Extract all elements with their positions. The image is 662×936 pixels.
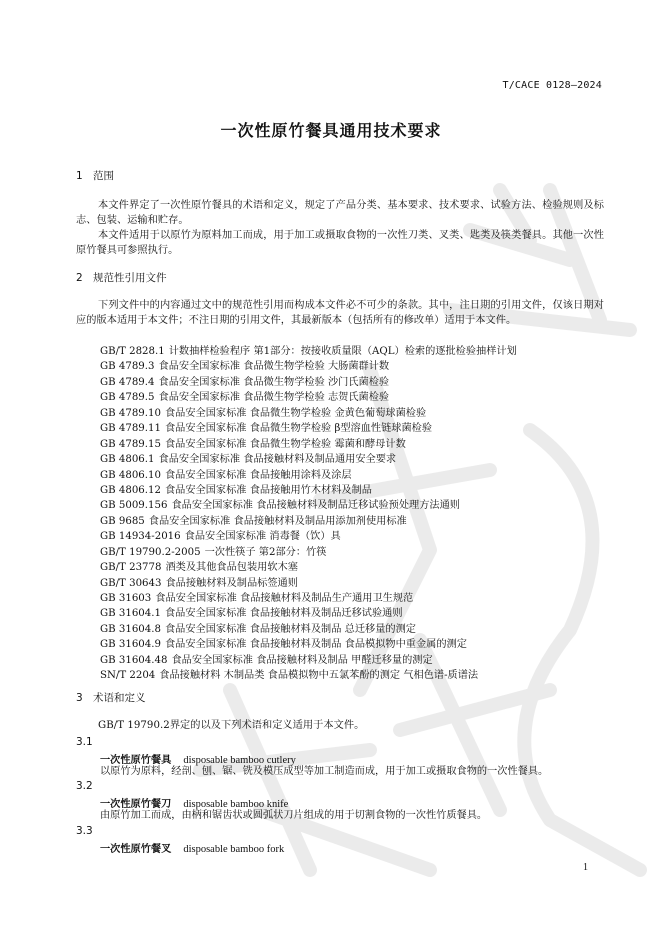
reference-code: GB/T 23778 — [100, 562, 162, 574]
reference-item — [100, 390, 517, 405]
reference-title: 食品接触材料 木制品类 食品模拟物中五氯苯酚的测定 气相色谱-质谱法 — [159, 670, 479, 682]
section-number: 2 — [76, 272, 83, 284]
reference-title: 食品安全国家标准 食品微生物学检验 金黄色葡萄球菌检验 — [165, 407, 427, 419]
reference-code: GB/T 19790.2-2005 — [100, 546, 201, 558]
reference-code: GB 31604.8 — [100, 623, 161, 635]
reference-title: 食品安全国家标准 食品接触材料及制品迁移试验预处理方法通则 — [171, 500, 460, 512]
section-heading-scope — [76, 168, 114, 183]
reference-code: GB 4806.10 — [100, 469, 161, 481]
reference-code: GB 14934-2016 — [100, 531, 181, 543]
reference-code: GB 4789.10 — [100, 407, 161, 419]
reference-title: 食品安全国家标准 消毒餐（饮）具 — [184, 531, 341, 543]
reference-title: 食品安全国家标准 食品接触用竹木材料及制品 — [165, 484, 372, 496]
term-name-en: disposable bamboo cutlery — [183, 755, 296, 766]
reference-item — [100, 560, 517, 575]
reference-item — [100, 498, 517, 513]
reference-item — [100, 375, 517, 390]
reference-title: 酒类及其他食品包装用软木塞 — [165, 562, 298, 574]
reference-code: GB 4789.5 — [100, 392, 155, 404]
reference-item — [100, 622, 517, 637]
term-definition: 以原竹为原料，经剖、刨、锯、铣及模压成型等加工制造而成，用于加工或摄取食物的一次性餐具。 — [100, 766, 549, 777]
reference-code: GB 31603 — [100, 593, 152, 604]
reference-title: 食品接触材料及制品标签通则 — [165, 577, 298, 589]
reference-title: 食品安全国家标准 食品微生物学检验 大肠菌群计数 — [158, 361, 390, 373]
reference-title: 食品安全国家标准 食品接触材料及制品通用安全要求 — [158, 454, 397, 466]
term-number: 3.2 — [76, 780, 93, 792]
reference-code: GB 4806.1 — [100, 454, 155, 466]
reference-code: GB 31604.48 — [100, 654, 168, 666]
reference-code: GB/T 2828.1 — [100, 346, 165, 357]
reference-item — [100, 591, 517, 606]
reference-title: 食品安全国家标准 食品微生物学检验 沙门氏菌检验 — [158, 376, 390, 388]
reference-code: GB 4789.11 — [100, 423, 161, 435]
reference-item — [100, 545, 517, 560]
reference-item — [100, 437, 517, 452]
reference-item — [100, 514, 517, 529]
reference-item — [100, 483, 517, 498]
reference-title: 食品安全国家标准 食品接触材料及制品 食品模拟物中重金属的测定 — [165, 639, 467, 651]
reference-title: 一次性筷子 第2部分：竹筷 — [204, 546, 327, 558]
section-title: 规范性引用文件 — [93, 272, 167, 284]
reference-code: GB/T 30643 — [100, 577, 162, 589]
reference-item — [100, 576, 517, 591]
reference-code: GB 4806.12 — [100, 484, 161, 496]
reference-title: 食品安全国家标准 食品微生物学检验 志贺氏菌检验 — [158, 392, 390, 404]
term-name-zh: 一次性原竹餐刀 — [100, 799, 172, 810]
reference-code: GB 31604.9 — [100, 639, 161, 651]
term-name-en: disposable bamboo knife — [183, 799, 289, 810]
reference-item — [100, 344, 517, 359]
reference-item — [100, 452, 517, 467]
section-number: 3 — [76, 692, 83, 704]
reference-code: GB 4789.4 — [100, 376, 155, 388]
reference-title: 食品安全国家标准 食品接触材料及制品生产通用卫生规范 — [155, 593, 414, 604]
reference-code: GB 4789.15 — [100, 438, 161, 450]
references-intro: 下列文件中的内容通过文中的规范性引用而构成本文件必不可少的条款。其中，注日期的引用文件，仅该日期对应的版本适用于本文件；不注日期的引用文件，其最新版本（包括所有的修改单）适用于本文件。 — [76, 300, 604, 326]
reference-item — [100, 359, 517, 374]
document-title: 一次性原竹餐具通用技术要求 — [220, 121, 442, 140]
reference-title: 食品安全国家标准 食品接触材料及制品迁移试验通则 — [165, 608, 403, 620]
section-title: 范围 — [93, 170, 114, 182]
section-heading-normative-references — [76, 270, 167, 285]
term-name-en: disposable bamboo fork — [183, 844, 285, 855]
reference-title: 食品安全国家标准 食品接触材料及制品 甲醛迁移量的测定 — [171, 654, 433, 666]
reference-title: 食品安全国家标准 食品接触用涂料及涂层 — [165, 469, 352, 481]
terms-intro: GB/T 19790.2界定的以及下列术语和定义适用于本文件。 — [98, 720, 365, 731]
reference-list — [100, 344, 517, 684]
reference-item — [100, 668, 517, 683]
reference-code: GB 4789.3 — [100, 361, 155, 373]
reference-code: GB 31604.1 — [100, 608, 161, 620]
reference-title: 食品安全国家标准 食品微生物学检验 霉菌和酵母计数 — [165, 438, 406, 450]
term-number: 3.3 — [76, 825, 93, 837]
reference-item — [100, 637, 517, 652]
scope-paragraph: 本文件界定了一次性原竹餐具的术语和定义，规定了产品分类、基本要求、技术要求、试验方法、检验规则及标志、包装、运输和贮存。 — [76, 200, 604, 226]
reference-item — [100, 468, 517, 483]
reference-title: 计数抽样检验程序 第1部分：按接收质量限（AQL）检索的逐批检验抽样计划 — [168, 346, 517, 357]
reference-code: GB 5009.156 — [100, 500, 168, 512]
standard-code: T/CACE 0128—2024 — [502, 80, 602, 91]
term-definition: 由原竹加工而成，由柄和锯齿状或圆弧状刀片组成的用于切割食物的一次性竹质餐具。 — [100, 810, 488, 821]
reference-title: 食品安全国家标准 食品接触材料及制品用添加剂使用标准 — [148, 515, 407, 527]
reference-title: 食品安全国家标准 食品接触材料及制品 总迁移量的测定 — [165, 623, 416, 635]
term-name-zh: 一次性原竹餐叉 — [100, 844, 172, 855]
term-name-zh: 一次性原竹餐具 — [100, 755, 172, 766]
reference-item — [100, 606, 517, 621]
reference-code: SN/T 2204 — [100, 670, 156, 682]
page-number: 1 — [583, 862, 588, 873]
reference-item — [100, 406, 517, 421]
reference-item — [100, 529, 517, 544]
scope-paragraph: 本文件适用于以原竹为原料加工而成，用于加工或摄取食物的一次性刀类、叉类、匙类及筷类餐具。其他一次性原竹餐具可参照执行。 — [76, 230, 604, 256]
reference-title: 食品安全国家标准 食品微生物学检验 β型溶血性链球菌检验 — [165, 423, 433, 435]
reference-item — [100, 653, 517, 668]
reference-item — [100, 421, 517, 436]
section-number: 1 — [76, 170, 83, 182]
section-title: 术语和定义 — [93, 692, 146, 704]
term-number: 3.1 — [76, 736, 93, 748]
reference-code: GB 9685 — [100, 515, 145, 527]
term-name — [100, 840, 284, 855]
section-heading-terms-definitions — [76, 690, 146, 705]
